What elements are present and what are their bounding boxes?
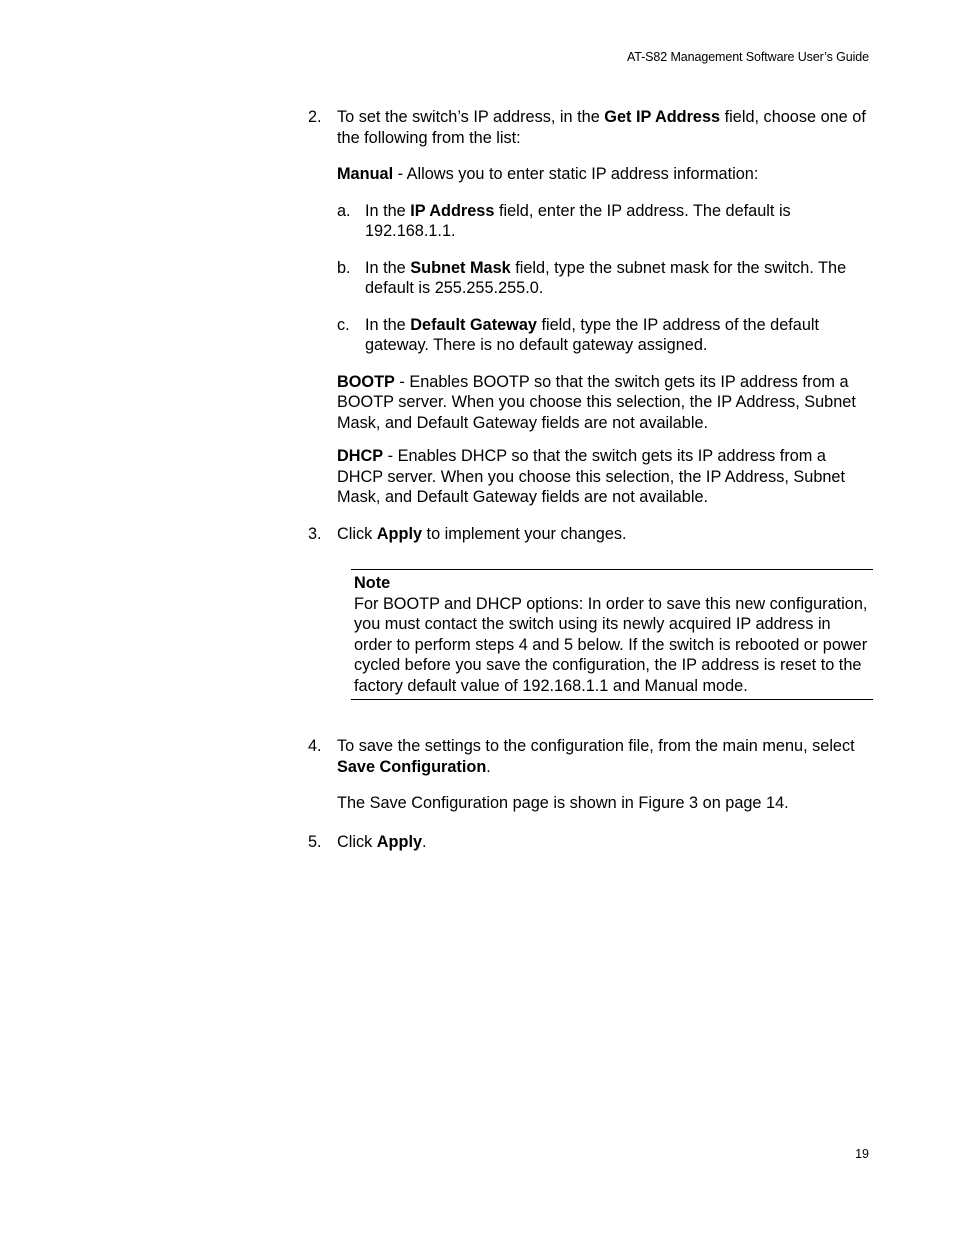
button-name: Apply [376,832,423,851]
sub-step-letter: c. [337,315,350,334]
option-name: DHCP [337,447,384,465]
option-name: Manual [337,165,394,183]
step-4: 4. To save the settings to the configuration file, from the main menu, select Save Configuration. The Save Configuration page is shown in Figure 3 on page 14. [308,736,873,814]
step-number: 3. [308,524,322,543]
sub-step-letter: a. [337,201,351,220]
step-5: 5. Click Apply. [308,832,427,851]
field-name: Get IP Address [604,108,721,126]
option-name: BOOTP [337,372,395,391]
step-3: 3. Click Apply to implement your changes. [308,524,627,543]
dhcp-option: DHCP - Enables DHCP so that the switch gets its IP address from a DHCP server. When you choose this selection, the IP Address, Subnet Mask, and Default Gateway fields are not available. [337,447,846,506]
note-title: Note [354,574,391,592]
step-number: 2. [308,108,322,126]
sub-step-b: b. In the Subnet Mask field, type the subnet mask for the switch. The default is 255.255.255.0. [337,258,847,297]
field-name: Subnet Mask [410,258,511,277]
note-body: For BOOTP and DHCP options: In order to save this new configuration, you must contact the switch using its newly acquired IP address in order to perform steps 4 and 5 below. If the switch is rebooted or power cycled before you save the configuration, the IP address is reset to the factory default value of 192.168.1.1 and Manual mode. [354,594,868,695]
sub-step-letter: b. [337,258,351,277]
page-number: 19 [855,1147,869,1161]
sub-step-c: c. In the Default Gateway field, type the IP address of the default gateway. There is no default gateway assigned. [337,315,820,354]
field-name: IP Address [410,201,495,220]
menu-item-name: Save Configuration [337,757,487,776]
step-number: 5. [308,832,322,851]
step-number: 4. [308,737,322,755]
running-header: AT-S82 Management Software User’s Guide [626,50,869,64]
button-name: Apply [376,524,423,543]
step-2 [308,107,873,508]
manual-option: Manual - Allows you to enter static IP address information: [337,165,759,183]
field-name: Default Gateway [410,315,537,334]
sub-step-a: a. In the IP Address field, enter the IP address. The default is 192.168.1.1. [337,201,791,240]
step-4-followup: The Save Configuration page is shown in Figure 3 on page 14. [337,794,789,812]
step-2-intro: To set the switch’s IP address, in the Get IP Address field, choose one of the following from the list: [337,108,866,147]
note-box [351,569,873,700]
bootp-option: BOOTP - Enables BOOTP so that the switch gets its IP address from a BOOTP server. When you choose this selection, the IP Address, Subnet Mask, and Default Gateway fields are not available. [337,372,856,432]
page-content [308,107,873,852]
